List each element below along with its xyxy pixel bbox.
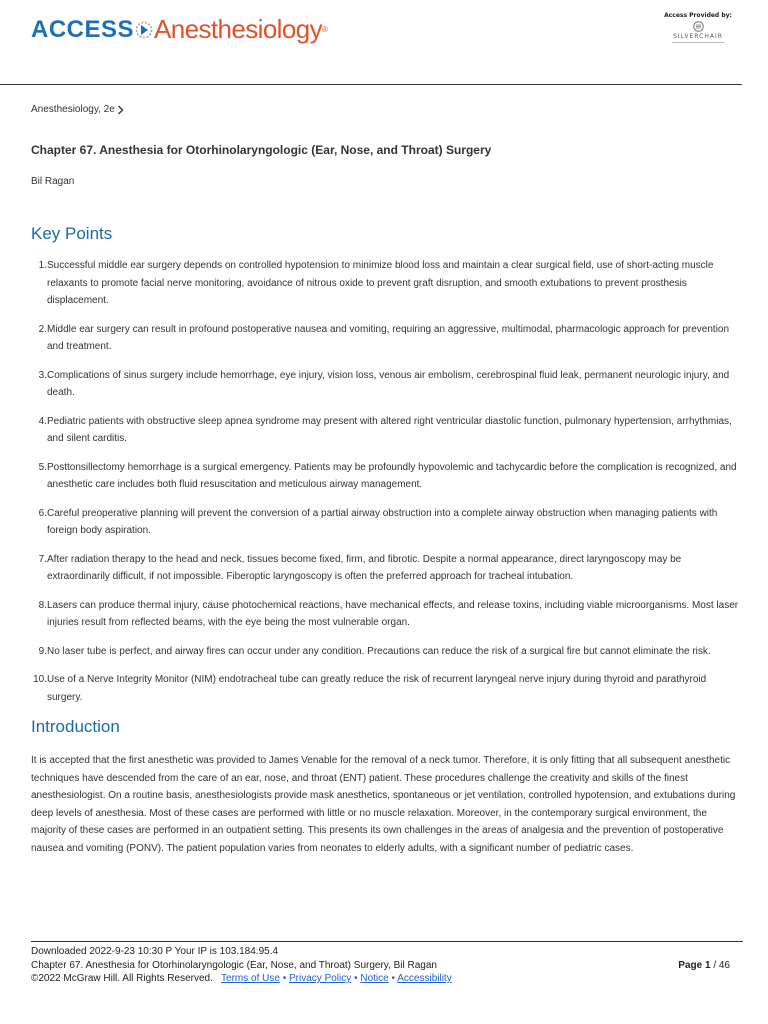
list-item	[31, 321, 739, 356]
page-label-text: Page	[678, 960, 703, 971]
access-provided-by	[658, 12, 738, 43]
header-divider	[0, 84, 742, 85]
logo-access-text: ACCESS	[31, 15, 135, 43]
logo-product-text: Anesthesiology	[154, 14, 322, 44]
site-header	[0, 0, 768, 84]
page-footer	[31, 945, 731, 986]
link-separator: •	[391, 973, 395, 984]
copyright-line	[31, 972, 731, 986]
list-item-text: Complications of sinus surgery include hemorrhage, eye injury, vision loss, venous air embolism, cerebrospinal fluid leak, permanent neurologic injury, and death.	[47, 369, 730, 398]
list-item-text: Use of a Nerve Integrity Monitor (NIM) endotracheal tube can greatly reduce the risk of recurrent laryngeal nerve injury during thyroid and parathyroid surgery.	[47, 674, 707, 703]
silverchair-logo-icon	[693, 21, 704, 32]
list-item	[31, 459, 739, 494]
breadcrumb[interactable]	[31, 104, 739, 115]
list-item-number: 8.	[38, 599, 47, 611]
list-item-text: Careful preoperative planning will prevent the conversion of a partial airway obstruction into a complete airway obstruction when managing patients with foreign body aspiration.	[47, 507, 718, 536]
access-anesthesiology-logo[interactable]	[31, 14, 328, 45]
list-item-text: Posttonsillectomy hemorrhage is a surgical emergency. Patients may be profoundly hypovolemic and tachycardic before the complication is recognized, and anesthetic care includes both fluid resuscitation and meticulous airway management.	[47, 461, 737, 490]
list-item-text: Middle ear surgery can result in profound postoperative nausea and vomiting, requiring an aggressive, multimodal, pharmacologic approach for prevention and treatment.	[47, 323, 730, 352]
link-separator: •	[354, 973, 358, 984]
provider-tagline-rule	[672, 42, 724, 43]
introduction-heading: Introduction	[31, 717, 120, 736]
notice-link[interactable]: Notice	[360, 973, 389, 984]
privacy-policy-link[interactable]: Privacy Policy	[289, 973, 352, 984]
list-item-number: 1.	[38, 260, 47, 271]
list-item	[31, 597, 739, 632]
page-total: / 46	[713, 960, 730, 971]
registered-mark: ®	[321, 25, 328, 34]
list-item	[31, 413, 739, 448]
chapter-title: Chapter 67. Anesthesia for Otorhinolaryngologic (Ear, Nose, and Throat) Surgery	[31, 143, 492, 157]
accessibility-link[interactable]: Accessibility	[397, 973, 452, 984]
list-item-number: 9.	[38, 645, 47, 657]
breadcrumb-book-link[interactable]: Anesthesiology, 2e	[31, 104, 115, 115]
key-points-list	[31, 257, 739, 706]
list-item	[31, 367, 739, 402]
list-item-number: 10.	[33, 674, 47, 685]
list-item-text: Successful middle ear surgery depends on controlled hypotension to minimize blood loss and maintain a clear surgical field, use of short-acting muscle relaxants to promote facial nerve monitoring, avoidance of nitrous oxide to prevent graft disruption, and smooth extubations to prevent prosthesis displacement.	[47, 260, 714, 306]
list-item	[31, 671, 739, 706]
list-item-number: 6.	[38, 507, 47, 519]
list-item	[31, 505, 739, 540]
list-item	[31, 643, 739, 661]
terms-of-use-link[interactable]: Terms of Use	[221, 973, 280, 984]
list-item	[31, 257, 739, 310]
list-item-text: After radiation therapy to the head and neck, tissues become fixed, firm, and fibrotic. Despite a normal appearance, direct laryngoscopy may be extraordinarily difficult, if not impossible. Fiberoptic laryngoscopy is often the preferred approach for tracheal intubation.	[47, 553, 682, 582]
page-current: 1	[704, 960, 711, 971]
chapter-content	[31, 100, 739, 857]
list-item-number: 4.	[38, 415, 47, 427]
link-separator: •	[282, 973, 287, 984]
page-number	[678, 960, 730, 971]
list-item	[31, 551, 739, 586]
list-item-text: No laser tube is perfect, and airway fires can occur under any condition. Precautions can reduce the risk of a surgical fire but cannot eliminate the risk.	[47, 645, 711, 657]
list-item-number: 5.	[38, 461, 47, 473]
list-item-number: 3.	[38, 369, 47, 381]
list-item-number: 7.	[38, 553, 47, 565]
author-name: Bil Ragan	[31, 176, 75, 187]
introduction-paragraph: It is accepted that the first anesthetic was provided to James Venable for the removal of a neck tumor. Therefore, it is only fitting that all subsequent anesthetic techniques have descended from the care of an ear, nose, and throat (ENT) patient. These procedures challenge the creativity and skills of the finest anesthesiologist. On a routine basis, anesthesiologists provide mask anesthetics, spontaneous or jet ventilation, controlled hypotension, and extubations during deep levels of anesthesia. Most of these cases are performed with little or no muscle relaxation. Moreover, in the contemporary surgical environment, the majority of these cases are performed in an outpatient setting. This presents its own challenges in the areas of analgesia and the prevention of postoperative nausea and vomiting (PONV). The patient population varies from neonates to elderly adults, with a significant number of pediatric cases.	[31, 755, 736, 854]
citation-text: Chapter 67. Anesthesia for Otorhinolaryngologic (Ear, Nose, and Throat) Surgery, Bil Ragan	[31, 959, 437, 971]
download-info: Downloaded 2022-9-23 10:30 P Your IP is 103.184.95.4	[31, 946, 279, 957]
copyright-text: ©2022 McGraw Hill. All Rights Reserved.	[31, 973, 213, 984]
key-points-heading: Key Points	[31, 224, 113, 243]
access-provided-label: Access Provided by:	[664, 12, 732, 19]
provider-name: SILVERCHAIR	[673, 33, 723, 40]
list-item-text: Lasers can produce thermal injury, cause photochemical reactions, have mechanical effects, and release toxins, including viable microorganisms. Most laser injuries result from reflected beams, with the eye being the most vulnerable organ.	[47, 599, 739, 628]
logo-arrow-icon	[135, 19, 153, 41]
list-item-text: Pediatric patients with obstructive sleep apnea syndrome may present with altered right ventricular diastolic function, pulmonary hypertension, arrhythmias, and silent carditis.	[47, 415, 732, 444]
chevron-right-icon	[117, 105, 124, 115]
footer-divider	[31, 941, 743, 942]
list-item-number: 2.	[38, 323, 47, 335]
